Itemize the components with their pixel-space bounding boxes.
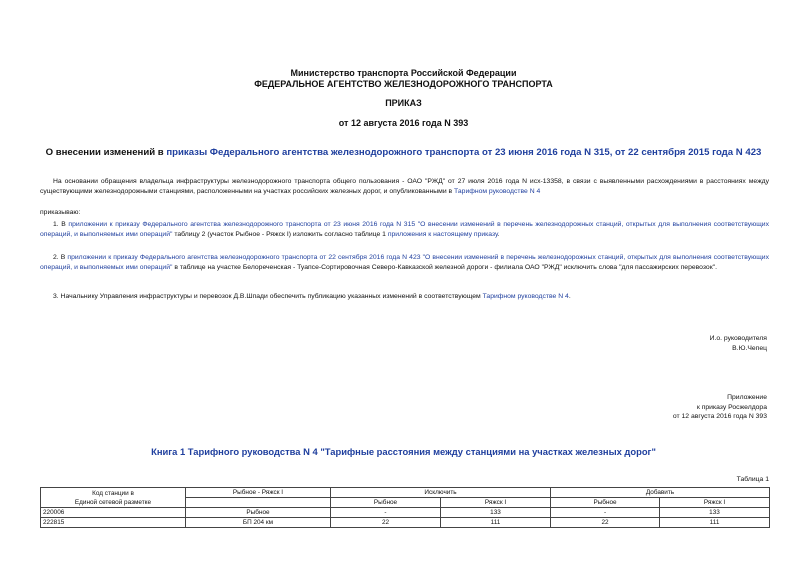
signature-position: И.о. руководителя <box>709 335 767 342</box>
header-code-line-2: Единой сетевой разметке <box>74 498 152 506</box>
book-title: Книга 1 Тарифного руководства N 4 "Тарифные расстояния между станциями на участках железных дорог" <box>151 446 656 457</box>
table-header-row-1 <box>41 488 770 498</box>
header-exclude: Исключить <box>331 488 551 498</box>
item-1-link-appendix[interactable]: приложения к настоящему приказу <box>387 230 498 238</box>
item-3-paragraph <box>40 292 769 302</box>
cell-add-ryazhsk: 111 <box>660 518 770 528</box>
cell-station: БП 204 км <box>186 518 331 528</box>
cell-station: Рыбное <box>186 508 331 518</box>
item-3-link[interactable]: Тарифном руководстве N 4 <box>482 293 569 300</box>
signature-block <box>710 334 767 353</box>
appendix-line-1: Приложение <box>727 394 767 401</box>
cell-add-rybnoe: 22 <box>551 518 660 528</box>
sub-add-ryazhsk: Ряжск I <box>660 498 770 508</box>
item-3-text: 3. Начальнику Управления инфраструктуры и перевозок Д.В.Шпади обеспечить публикацию указанных изменений в соответствующем <box>53 293 483 300</box>
ministry-name: Министерство транспорта Российской Федерации <box>290 68 517 78</box>
header-code-line-1: Код станции в <box>92 489 134 497</box>
sub-exclude-ryazhsk: Ряжск I <box>441 498 551 508</box>
item-2-number: 2. В <box>53 254 68 261</box>
agency-name: ФЕДЕРАЛЬНОЕ АГЕНТСТВО ЖЕЛЕЗНОДОРОЖНОГО ТРАНСПОРТА <box>254 79 553 89</box>
item-2-link-order[interactable]: приложении к приказу Федерального агентства железнодорожного транспорта от 22 сентября 2016 года N 423 "О внесении изменений в перечень железнодорожных станций, открытых для выполнения соответствующих операций, и выполняемых ими операций" <box>40 254 769 271</box>
appendix-block <box>673 393 767 422</box>
cell-code: 222815 <box>41 518 186 528</box>
header-section-blank <box>186 498 331 508</box>
header-section: Рыбное - Ряжск I <box>186 488 331 498</box>
item-3-end: . <box>568 293 571 300</box>
item-2-rest: в таблице на участке Белореченская - Туапсе-Сортировочная Северо-Кавказской железной дороги - филиала ОАО "РЖД" исключить слова "для пассажирских перевозок". <box>172 263 717 271</box>
item-1-number: 1. В <box>53 221 69 228</box>
sub-exclude-rybnoe: Рыбное <box>331 498 441 508</box>
title-prefix: О внесении изменений в <box>45 147 167 158</box>
item-2-paragraph <box>40 253 769 272</box>
order-word: приказываю: <box>40 209 81 216</box>
header-add: Добавить <box>551 488 770 498</box>
distances-table <box>40 487 770 528</box>
cell-exclude-ryazhsk: 111 <box>441 518 551 528</box>
document-date-number: от 12 августа 2016 года N 393 <box>338 118 469 128</box>
preamble-text: На основании обращения владельца инфраструктуры железнодорожного транспорта общего пользования - ОАО "РЖД" от 27 июля 2016 года N исх-13358, в связи с выявленными расхождениями в расстояниях между существующими железнодорожными станциями, расположенными на участках российских железных дорог, и опубликованными в <box>40 178 769 195</box>
preamble-paragraph <box>40 177 769 196</box>
cell-exclude-rybnoe: - <box>331 508 441 518</box>
cell-code: 220006 <box>41 508 186 518</box>
sub-add-rybnoe: Рыбное <box>551 498 660 508</box>
title-link[interactable]: приказы Федерального агентства железнодорожного транспорта от 23 июня 2016 года N 315, от 22 сентября 2015 года N 423 <box>166 147 762 158</box>
document-title <box>0 147 807 158</box>
signature-name: В.Ю.Чепец <box>732 344 767 352</box>
item-1-middle: таблицу 2 (участок Рыбное - Ряжск I) изложить согласно таблице 1 <box>172 230 388 238</box>
appendix-line-2: к приказу Росжелдора <box>696 403 767 411</box>
header-code-cell <box>41 488 186 508</box>
item-1-paragraph <box>40 220 769 239</box>
cell-exclude-ryazhsk: 133 <box>441 508 551 518</box>
cell-exclude-rybnoe: 22 <box>331 518 441 528</box>
preamble-link[interactable]: Тарифном руководстве N 4 <box>454 187 541 195</box>
appendix-line-3: от 12 августа 2016 года N 393 <box>672 413 767 420</box>
item-1-link-order[interactable]: приложении к приказу Федерального агентства железнодорожного транспорта от 23 июня 2016 года N 315 "О внесении изменений в перечень железнодорожных станций, открытых для выполнения соответствующих операций, и выполняемых ими операций" <box>40 221 770 238</box>
document-type: ПРИКАЗ <box>385 98 422 108</box>
table-label: Таблица 1 <box>736 476 769 483</box>
table-row <box>41 518 770 528</box>
item-1-end: . <box>497 230 500 238</box>
table-row <box>41 508 770 518</box>
cell-add-ryazhsk: 133 <box>660 508 770 518</box>
cell-add-rybnoe: - <box>551 508 660 518</box>
